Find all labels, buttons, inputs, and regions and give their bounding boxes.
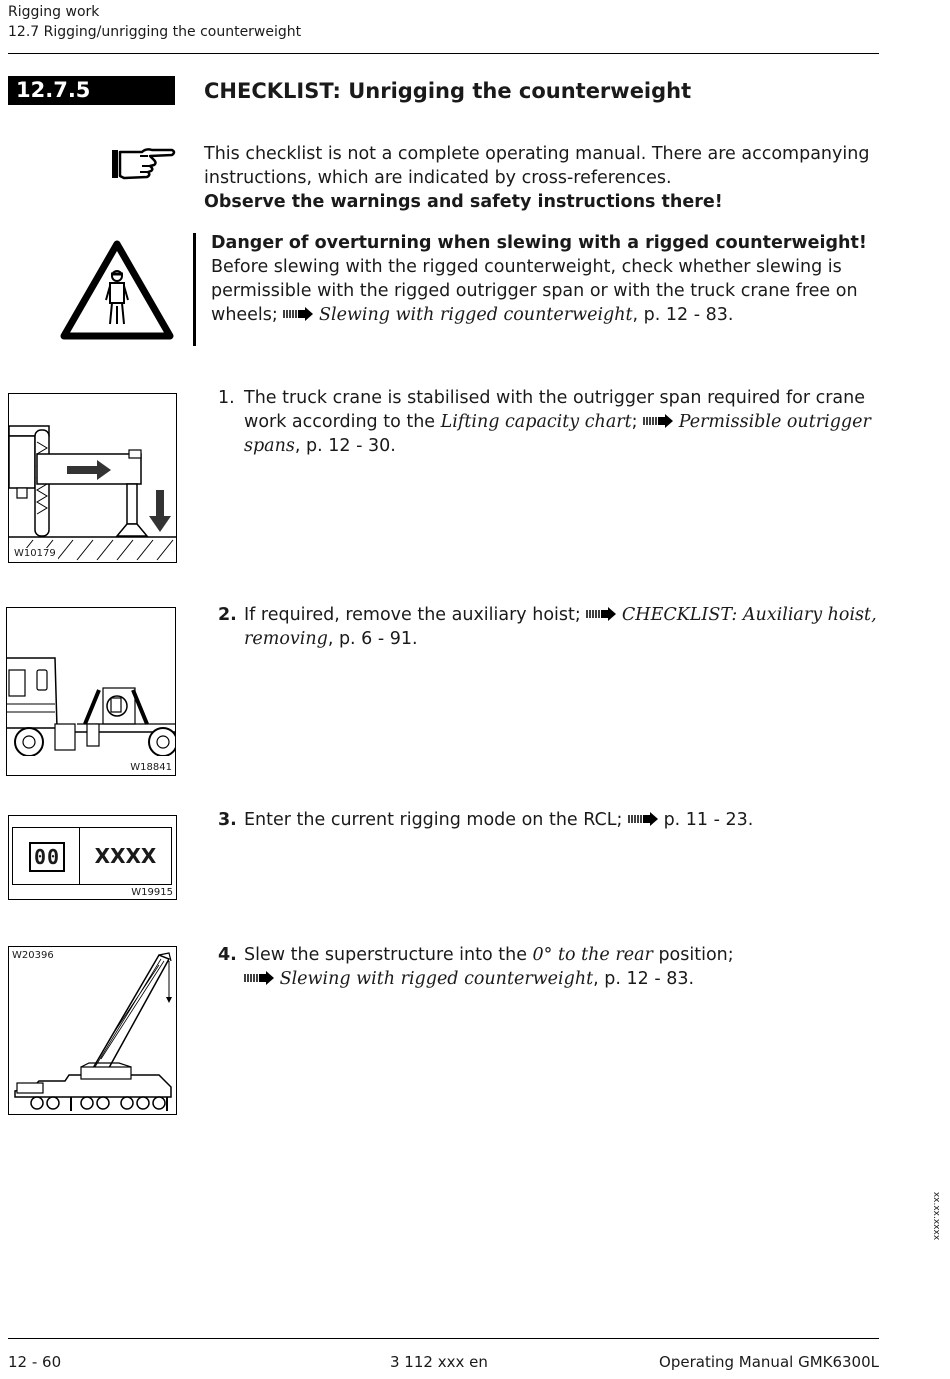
warning-line-3-pre: wheels; (211, 305, 278, 325)
step-3-line-1 (218, 808, 754, 832)
step-3-number: 3. (218, 810, 237, 830)
step-1-line-3 (244, 434, 396, 458)
step-1-text: The truck crane is stabilised with the outrigger span required for crane (244, 388, 865, 408)
cross-reference-link[interactable]: spans (244, 436, 295, 456)
figure-id: W19915 (131, 887, 173, 898)
pointing-hand-icon (110, 144, 178, 184)
figure-auxiliary-hoist (6, 607, 176, 776)
footer-rule (8, 1338, 879, 1339)
note-line-1: This checklist is not a complete operating manual. There are accompanying (204, 144, 870, 164)
warning-title: Danger of overturning when slewing with a rigged counterweight! (211, 233, 867, 253)
figure-outrigger (8, 393, 177, 563)
cross-reference-link[interactable]: Slewing with rigged counterweight (279, 969, 594, 989)
step-1-separator: ; (631, 412, 638, 432)
step-1-page-ref: , p. 12 - 30. (294, 436, 396, 456)
step-1-text-pre: work according to the (244, 412, 436, 432)
warning-line-1: Before slewing with the rigged counterweight, check whether slewing is (211, 257, 842, 277)
rcl-digits: 00 (29, 842, 65, 872)
header-section: 12.7 Rigging/unrigging the counterweight (8, 24, 302, 40)
warning-triangle-icon (60, 240, 174, 340)
rcl-rigging-code: XXXX (79, 827, 172, 885)
step-4-text: Slew the superstructure into the (244, 945, 527, 965)
note-line-3: Observe the warnings and safety instructions there! (204, 192, 723, 212)
section-number: 12.7.5 (8, 76, 175, 105)
cross-ref-arrow-icon (643, 414, 673, 428)
warning-bar (193, 233, 196, 346)
step-2-line-1 (218, 603, 877, 627)
slew-position-label: 0° to the rear (532, 945, 653, 965)
step-2-number: 2. (218, 605, 237, 625)
cross-ref-arrow-icon (628, 812, 658, 826)
step-4-text-post: position; (658, 945, 734, 965)
step-2-line-2 (244, 627, 418, 651)
step-1-line-2 (244, 410, 871, 434)
side-code (924, 1186, 948, 1246)
header-chapter: Rigging work (8, 4, 100, 20)
cross-ref-arrow-icon (244, 971, 274, 985)
footer-page-number: 12 - 60 (8, 1353, 62, 1371)
header-rule (8, 53, 879, 54)
step-2-page-ref: , p. 6 - 91. (327, 629, 418, 649)
figure-rcl-display (8, 815, 177, 900)
note-line-2: instructions, which are indicated by cross-references. (204, 168, 672, 188)
cross-reference-link[interactable]: Lifting capacity chart (440, 412, 632, 432)
warning-line-3-post: , p. 12 - 83. (632, 305, 734, 325)
figure-id: W18841 (130, 762, 172, 773)
figure-id: W10179 (14, 548, 56, 559)
cross-reference-link[interactable]: Slewing with rigged counterweight (318, 305, 633, 325)
step-1-line-1 (218, 386, 865, 410)
step-4-line-2 (244, 967, 694, 991)
cross-reference-link[interactable]: CHECKLIST: Auxiliary hoist, (621, 605, 877, 625)
cross-ref-arrow-icon (283, 307, 313, 321)
cross-ref-arrow-icon (586, 607, 616, 621)
warning-line-3 (211, 303, 733, 327)
step-4-number: 4. (218, 945, 237, 965)
footer-doc-number: 3 112 xxx en (390, 1353, 488, 1371)
side-code-text: xx.xx.xxxx (931, 1191, 941, 1241)
cross-reference-link[interactable]: Permissible outrigger (678, 412, 871, 432)
step-4-page-ref: , p. 12 - 83. (593, 969, 695, 989)
cross-reference-link[interactable]: removing (244, 629, 328, 649)
step-1-number: 1. (218, 388, 235, 408)
rcl-digit-panel (12, 827, 80, 885)
warning-line-2: permissible with the rigged outrigger span or with the truck crane free on (211, 281, 858, 301)
figure-id: W20396 (12, 950, 54, 961)
step-2-text: If required, remove the auxiliary hoist; (244, 605, 581, 625)
figure-truck-crane (8, 946, 177, 1115)
section-title: CHECKLIST: Unrigging the counterweight (204, 79, 692, 103)
step-4-line-1 (218, 943, 734, 967)
cross-reference-link[interactable]: p. 11 - 23. (663, 810, 754, 830)
step-3-text: Enter the current rigging mode on the RCL; (244, 810, 623, 830)
footer-manual-title: Operating Manual GMK6300L (659, 1353, 879, 1371)
